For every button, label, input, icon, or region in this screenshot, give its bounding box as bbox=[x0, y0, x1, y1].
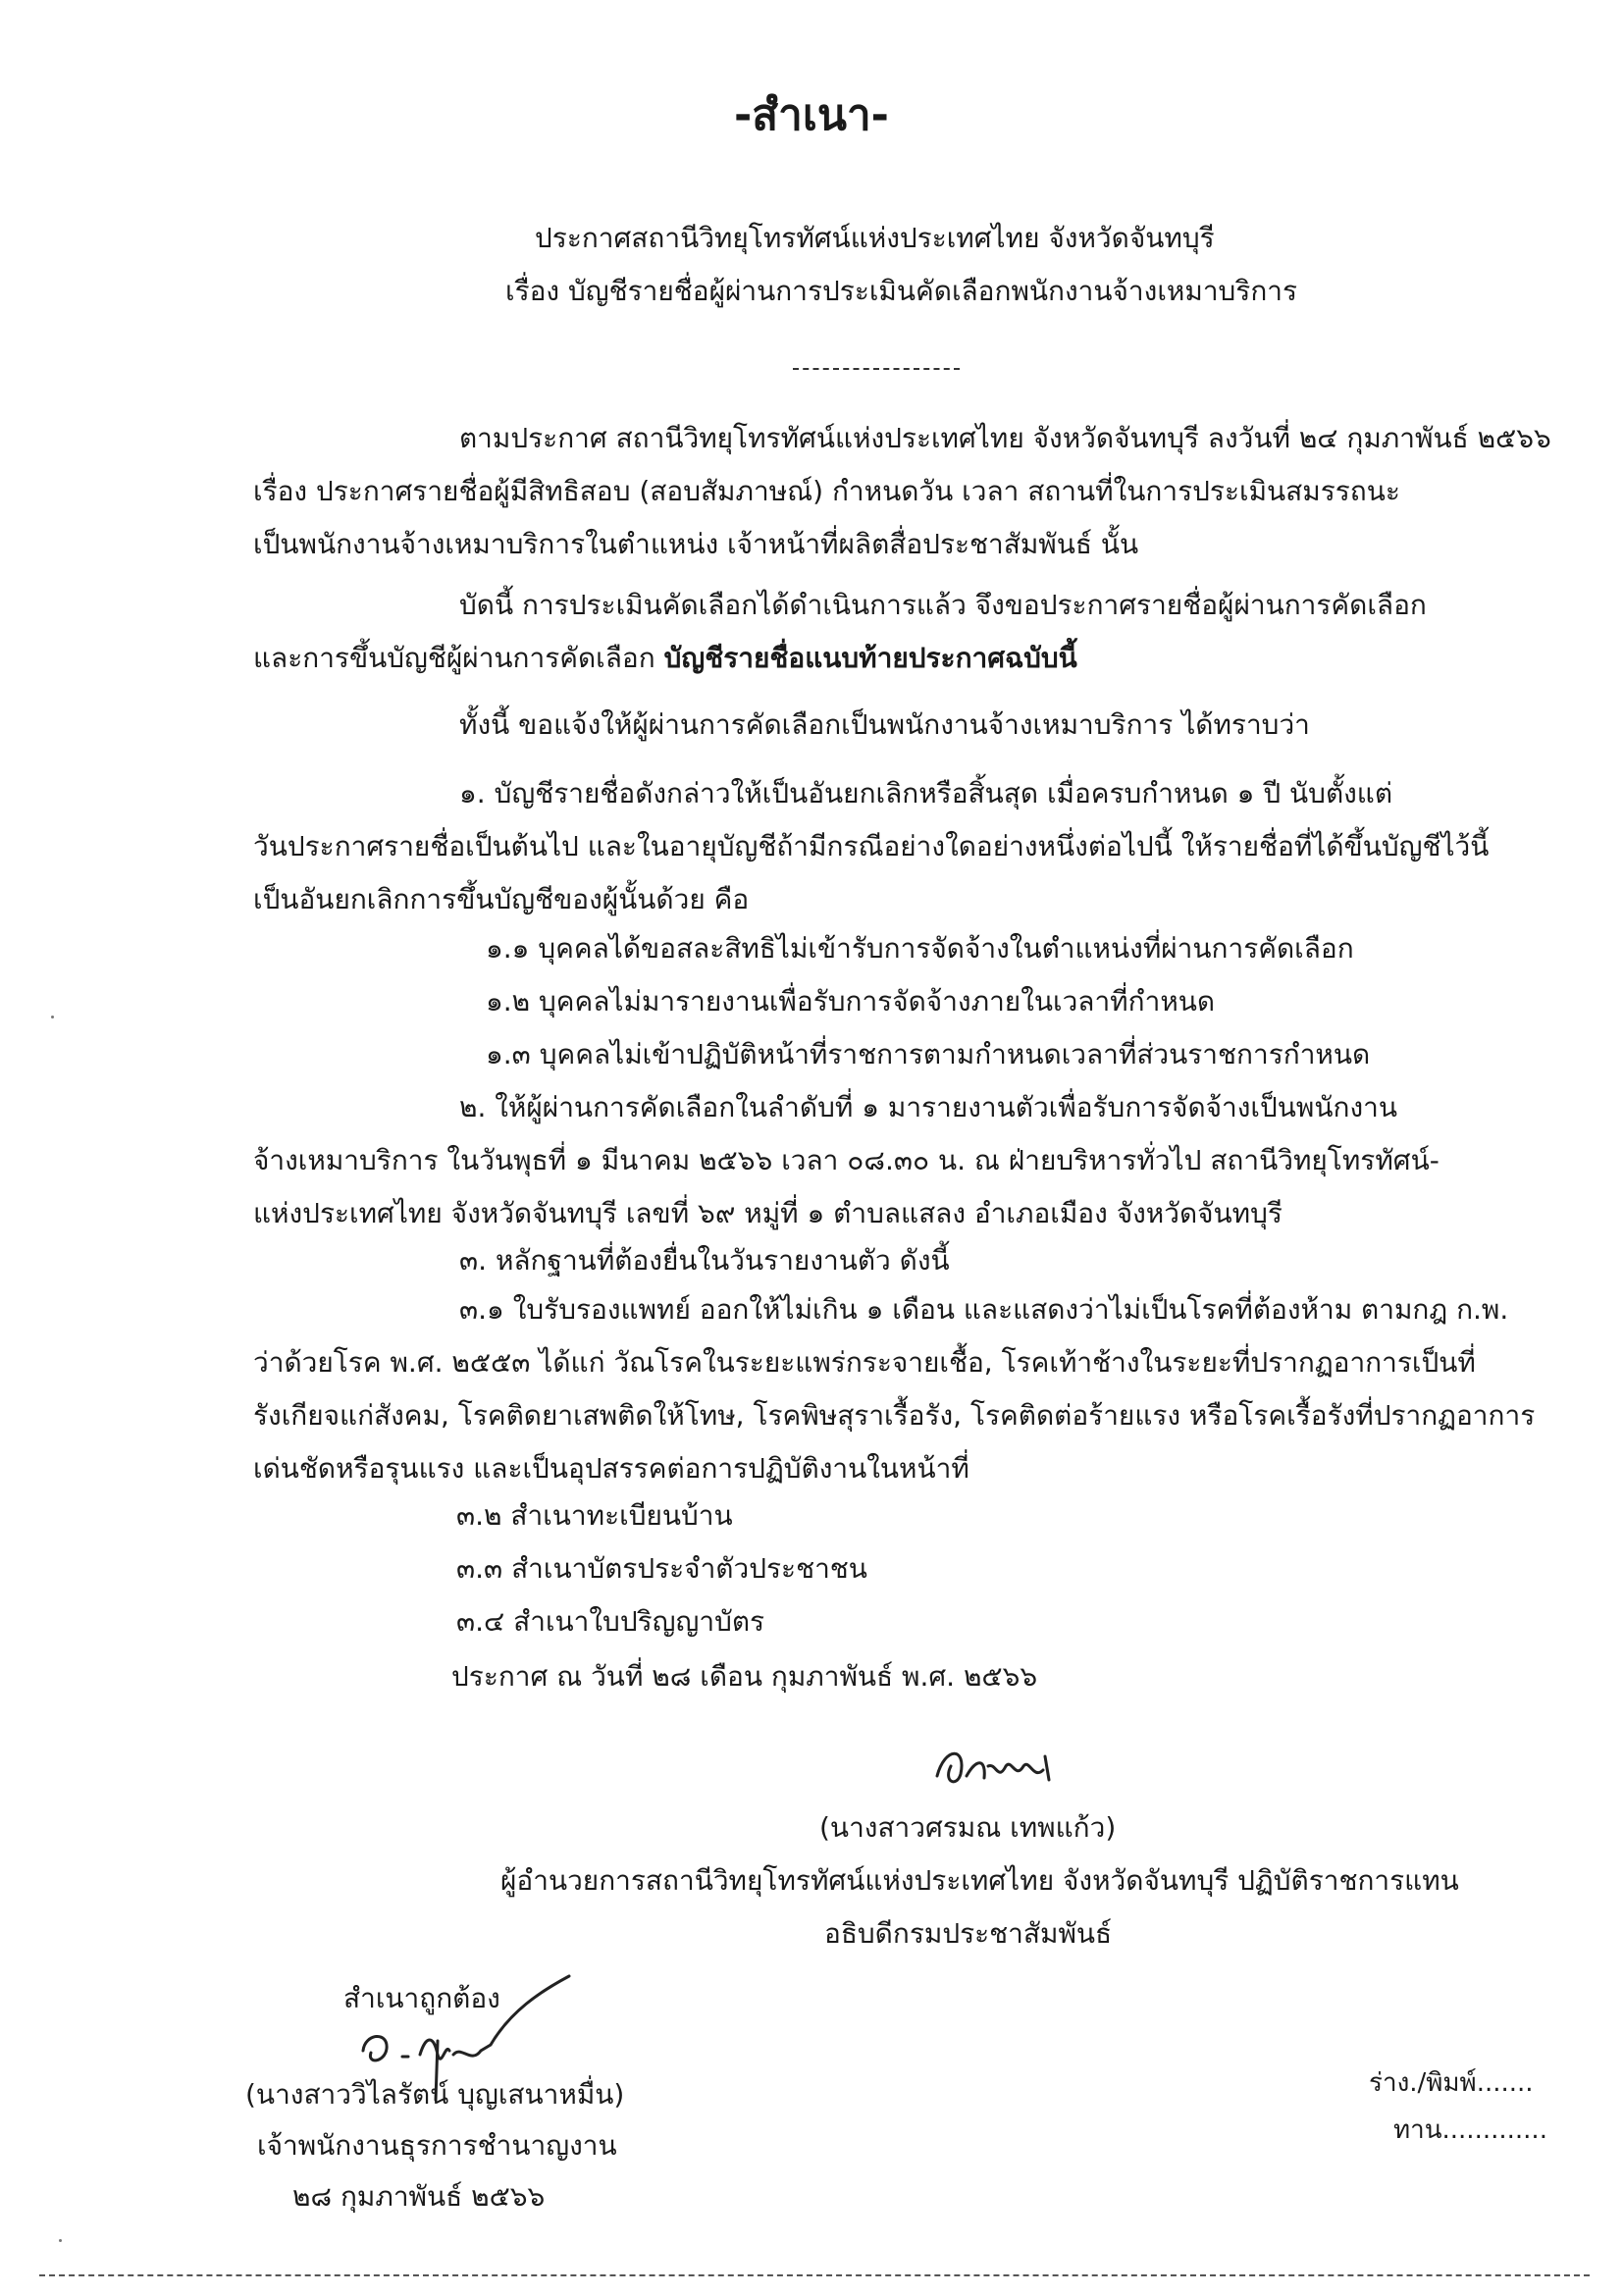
announce-paragraph bbox=[253, 589, 1519, 695]
certifier-date: ๒๘ กุมภาพันธ์ ๒๕๖๖ bbox=[292, 2180, 546, 2213]
item-3-subitem: ๓.๓ สำเนาบัตรประจำตัวประชาชน bbox=[456, 1552, 867, 1585]
copy-mark: -สำเนา- bbox=[734, 90, 889, 140]
reviewed-by: ทาน............. bbox=[1393, 2115, 1547, 2145]
heading-line-2: เรื่อง บัญชีรายชื่อผู้ผ่านการประเมินคัดเลือกพนักงานจ้างเหมาบริการ bbox=[505, 275, 1298, 307]
announcement-date: ประกาศ ณ วันที่ ๒๘ เดือน กุมภาพันธ์ พ.ศ. ๒๕๖๖ bbox=[451, 1660, 1038, 1693]
director-position-line-2: อธิบดีกรมประชาสัมพันธ์ bbox=[824, 1917, 1113, 1950]
item-3-1-line: ว่าด้วยโรค พ.ศ. ๒๕๕๓ ได้แก่ วัณโรคในระยะแพร่กระจายเชื้อ, โรคเท้าช้างในระยะที่ปรากฏอาการเป็นที่ bbox=[253, 1346, 1476, 1379]
item-3-subitem: ๓.๔ สำเนาใบปริญญาบัตร bbox=[456, 1605, 765, 1638]
dashed-divider bbox=[793, 368, 960, 370]
item-1-subitem: ๑.๑ บุคคลได้ขอสละสิทธิไม่เข้ารับการจัดจ้างในตำแหน่งที่ผ่านการคัดเลือก bbox=[486, 932, 1354, 965]
certifier-position: เจ้าพนักงานธุรการชำนาญงาน bbox=[257, 2129, 617, 2162]
item-3-subitem: ๓.๒ สำเนาทะเบียนบ้าน bbox=[456, 1499, 733, 1532]
signature-mark bbox=[927, 1737, 1074, 1796]
item-3 bbox=[253, 1244, 1519, 1297]
drafted-by: ร่าง./พิมพ์....... bbox=[1369, 2068, 1534, 2098]
heading-line-1: ประกาศสถานีวิทยุโทรทัศน์แห่งประเทศไทย จังหวัดจันทบุรี bbox=[535, 222, 1215, 254]
item-3-1-line: เด่นชัดหรือรุนแรง และเป็นอุปสรรคต่อการปฏิบัติงานในหน้าที่ bbox=[253, 1452, 969, 1485]
announcement-heading bbox=[505, 222, 1418, 328]
item-3-1-line: ๓.๑ ใบรับรองแพทย์ ออกให้ไม่เกิน ๑ เดือน และแสดงว่าไม่เป็นโรคที่ต้องห้าม ตามกฎ ก.พ. bbox=[459, 1293, 1509, 1326]
director-position-line-1: ผู้อำนวยการสถานีวิทยุโทรทัศน์แห่งประเทศไทย จังหวัดจันทบุรี ปฏิบัติราชการแทน bbox=[500, 1864, 1459, 1897]
director-name: (นางสาวศรมณ เทพแก้ว) bbox=[819, 1811, 1117, 1844]
item-3-line: ๓. หลักฐานที่ต้องยื่นในวันรายงานตัว ดังนี้ bbox=[459, 1244, 950, 1277]
announce-attachment-note: บัญชีรายชื่อแนบท้ายประกาศฉบับนี้ bbox=[663, 642, 1077, 674]
intro-paragraph bbox=[253, 422, 1551, 581]
item-1-subitem: ๑.๓ บุคคลไม่เข้าปฏิบัติหน้าที่ราชการตามกำหนดเวลาที่ส่วนราชการกำหนด bbox=[486, 1038, 1371, 1070]
item-1-sublist bbox=[486, 932, 1623, 1091]
announce-text: และการขึ้นบัญชีผู้ผ่านการคัดเลือก bbox=[253, 642, 664, 674]
intro-line: เรื่อง ประกาศรายชื่อผู้มีสิทธิสอบ (สอบสัมภาษณ์) กำหนดวัน เวลา สถานที่ในการประเมินสมรรถนะ bbox=[253, 475, 1400, 507]
scan-speck bbox=[59, 2239, 62, 2242]
announce-line: บัดนี้ การประเมินคัดเลือกได้ดำเนินการแล้ว จึงขอประกาศรายชื่อผู้ผ่านการคัดเลือก bbox=[459, 589, 1427, 621]
item-2-line: จ้างเหมาบริการ ในวันพุธที่ ๑ มีนาคม ๒๕๖๖ เวลา ๐๘.๓๐ น. ณ ฝ่ายบริหารทั่วไป สถานีวิทยุโทรทัศน์- bbox=[253, 1144, 1440, 1176]
certified-copy-label: สำเนาถูกต้อง bbox=[343, 1982, 500, 2014]
director-signature bbox=[927, 1737, 1074, 1803]
item-1-line: ๑. บัญชีรายชื่อดังกล่าวให้เป็นอันยกเลิกหรือสิ้นสุด เมื่อครบกำหนด ๑ ปี นับตั้งแต่ bbox=[459, 777, 1393, 809]
item-1-line: เป็นอันยกเลิกการขึ้นบัญชีของผู้นั้นด้วย คือ bbox=[253, 883, 750, 915]
item-2 bbox=[253, 1091, 1519, 1250]
item-3-1 bbox=[253, 1293, 1536, 1505]
announce-line-2 bbox=[253, 642, 1519, 695]
item-2-line: แห่งประเทศไทย จังหวัดจันทบุรี เลขที่ ๖๙ หมู่ที่ ๑ ตำบลแสลง อำเภอเมือง จังหวัดจันทบุรี bbox=[253, 1197, 1283, 1229]
certifier-name: (นางสาววิไลรัตน์ บุญเสนาหมื่น) bbox=[245, 2078, 625, 2111]
item-2-line: ๒. ให้ผู้ผ่านการคัดเลือกในลำดับที่ ๑ มารายงานตัวเพื่อรับการจัดจ้างเป็นพนักงาน bbox=[459, 1091, 1397, 1123]
item-1-subitem: ๑.๒ บุคคลไม่มารายงานเพื่อรับการจัดจ้างภายในเวลาที่กำหนด bbox=[486, 985, 1216, 1018]
page-bottom-edge bbox=[39, 2274, 1590, 2276]
item-1-line: วันประกาศรายชื่อเป็นต้นไป และในอายุบัญชีถ้ามีกรณีอย่างใดอย่างหนึ่งต่อไปนี้ ให้รายชื่อที่ได้ขึ้นบัญชีไว้นี้ bbox=[253, 830, 1490, 862]
notice-paragraph bbox=[253, 708, 1519, 761]
intro-line: ตามประกาศ สถานีวิทยุโทรทัศน์แห่งประเทศไทย จังหวัดจันทบุรี ลงวันที่ ๒๔ กุมภาพันธ์ ๒๕๖๖ bbox=[459, 422, 1551, 454]
item-3-sublist bbox=[456, 1499, 1623, 1658]
item-3-1-line: รังเกียจแก่สังคม, โรคติดยาเสพติดให้โทษ, โรคพิษสุราเรื้อรัง, โรคติดต่อร้ายแรง หรือโรคเรื้อรังที่ปรากฏอาการ bbox=[253, 1399, 1536, 1432]
intro-line: เป็นพนักงานจ้างเหมาบริการในตำแหน่ง เจ้าหน้าที่ผลิตสื่อประชาสัมพันธ์ นั้น bbox=[253, 528, 1139, 560]
item-1 bbox=[253, 777, 1519, 936]
scan-speck bbox=[51, 1016, 54, 1018]
notice-line: ทั้งนี้ ขอแจ้งให้ผู้ผ่านการคัดเลือกเป็นพนักงานจ้างเหมาบริการ ได้ทราบว่า bbox=[459, 708, 1310, 741]
